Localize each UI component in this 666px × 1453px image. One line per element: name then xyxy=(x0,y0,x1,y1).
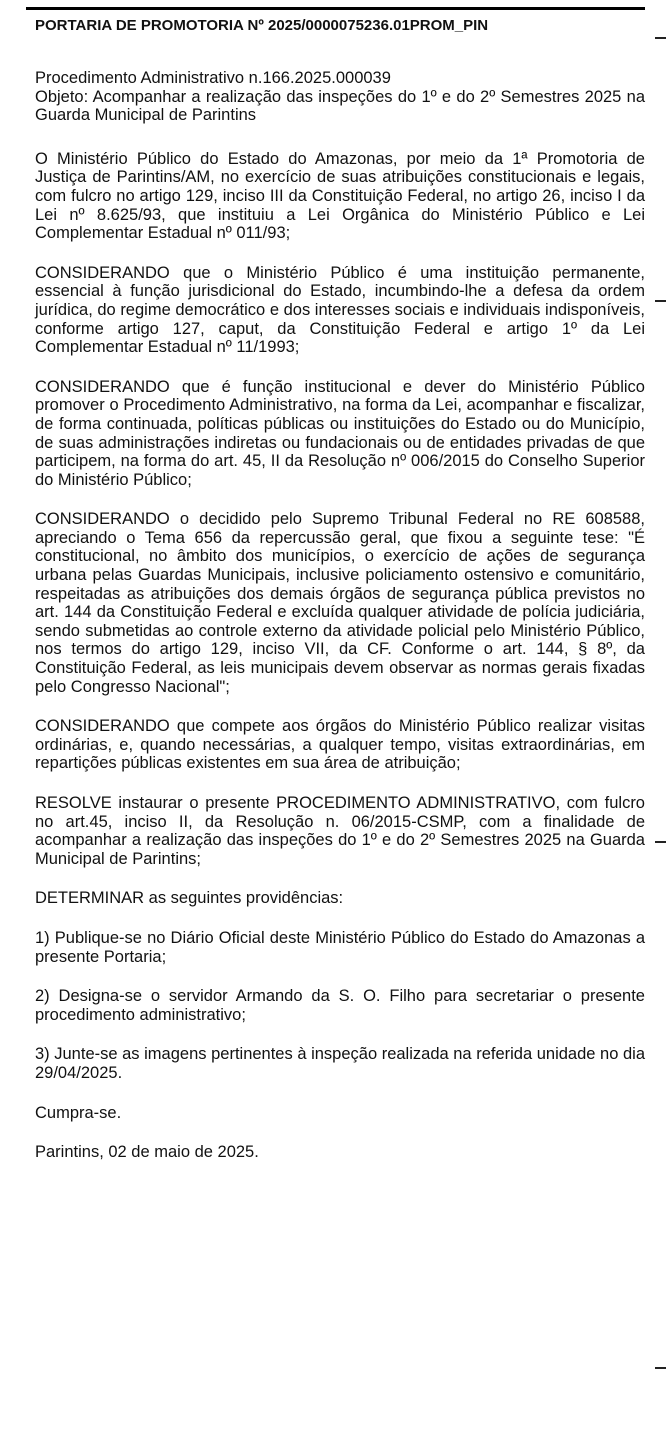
document-title: PORTARIA DE PROMOTORIA Nº 2025/0000075236.01PROM_PIN xyxy=(35,17,489,34)
considerando-paragraph: CONSIDERANDO que é função institucional e dever do Ministério Público promover o Procedimento Administrativo, na forma da Lei, acompanhar e fiscalizar, de forma continuada, políticas públicas ou instituições do Estado ou do Município, de suas administrações indiretas ou fundacionais ou de entidades privadas de que participem, na forma do art. 45, II da Resolução nº 006/2015 do Conselho Superior do Ministério Público; xyxy=(35,377,645,489)
margin-tick xyxy=(655,37,666,39)
provision-item: 1) Publique-se no Diário Oficial deste Ministério Público do Estado do Amazonas a presente Portaria; xyxy=(35,928,645,966)
margin-tick xyxy=(655,841,666,843)
margin-tick xyxy=(655,1367,666,1369)
document-body xyxy=(35,16,645,1162)
procedure-number: Procedimento Administrativo n.166.2025.000039 xyxy=(35,69,391,87)
closing-phrase: Cumpra-se. xyxy=(35,1103,122,1122)
top-rule xyxy=(26,7,645,10)
considerando-paragraph: CONSIDERANDO o decidido pelo Supremo Tribunal Federal no RE 608588, apreciando o Tema 656 da repercussão geral, que fixou a seguinte tese: "É constitucional, no âmbito dos municípios, o exercício de ações de segurança urbana pelas Guardas Municipais, inclusive policiamento ostensivo e comunitário, respeitadas as atribuições dos demais órgãos de segurança pública previstos no art. 144 da Constituição Federal e excluída qualquer atividade de polícia judiciária, sendo submetidas ao controle externo da atividade policial pelo Ministério Público, nos termos do artigo 129, inciso VII, da CF. Conforme o art. 144, § 8º, da Constituição Federal, as leis municipais devem observar as normas gerais fixadas pelo Congresso Nacional"; xyxy=(35,510,645,696)
procedure-object: Objeto: Acompanhar a realização das inspeções do 1º e do 2º Semestres 2025 na Guarda Municipal de Parintins xyxy=(35,87,645,125)
preamble-paragraph: O Ministério Público do Estado do Amazonas, por meio da 1ª Promotoria de Justiça de Parintins/AM, no exercício de suas atribuições constitucionais e legais, com fulcro no artigo 129, inciso III da Constituição Federal, no artigo 26, inciso I da Lei nº 8.625/93, que instituiu a Lei Orgânica do Ministério Público e Lei Complementar Estadual nº 011/93; xyxy=(35,149,645,243)
procedure-header xyxy=(35,69,645,125)
resolve-paragraph: RESOLVE instaurar o presente PROCEDIMENTO ADMINISTRATIVO, com fulcro no art.45, inciso II, da Resolução n. 06/2015-CSMP, com a finalidade de acompanhar a realização das inspeções do 1º e do 2º Semestres 2025 na Guarda Municipal de Parintins; xyxy=(35,794,645,868)
margin-tick xyxy=(655,300,666,302)
place-date: Parintins, 02 de maio de 2025. xyxy=(35,1143,259,1162)
provision-item: 3) Junte-se as imagens pertinentes à inspeção realizada na referida unidade no dia 29/04/2025. xyxy=(35,1045,645,1082)
considerando-paragraph: CONSIDERANDO que compete aos órgãos do Ministério Público realizar visitas ordinárias, e, quando necessárias, a qualquer tempo, visitas extraordinárias, em repartições públicas existentes em sua área de atribuição; xyxy=(35,717,645,773)
provision-item: 2) Designa-se o servidor Armando da S. O. Filho para secretariar o presente procedimento administrativo; xyxy=(35,987,645,1024)
determinar-heading: DETERMINAR as seguintes providências: xyxy=(35,889,344,908)
considerando-paragraph: CONSIDERANDO que o Ministério Público é uma instituição permanente, essencial à função jurisdicional do Estado, incumbindo-lhe a defesa da ordem jurídica, do regime democrático e dos interesses sociais e individuais indisponíveis, conforme artigo 127, caput, da Constituição Federal e artigo 1º da Lei Complementar Estadual nº 11/1993; xyxy=(35,263,645,357)
